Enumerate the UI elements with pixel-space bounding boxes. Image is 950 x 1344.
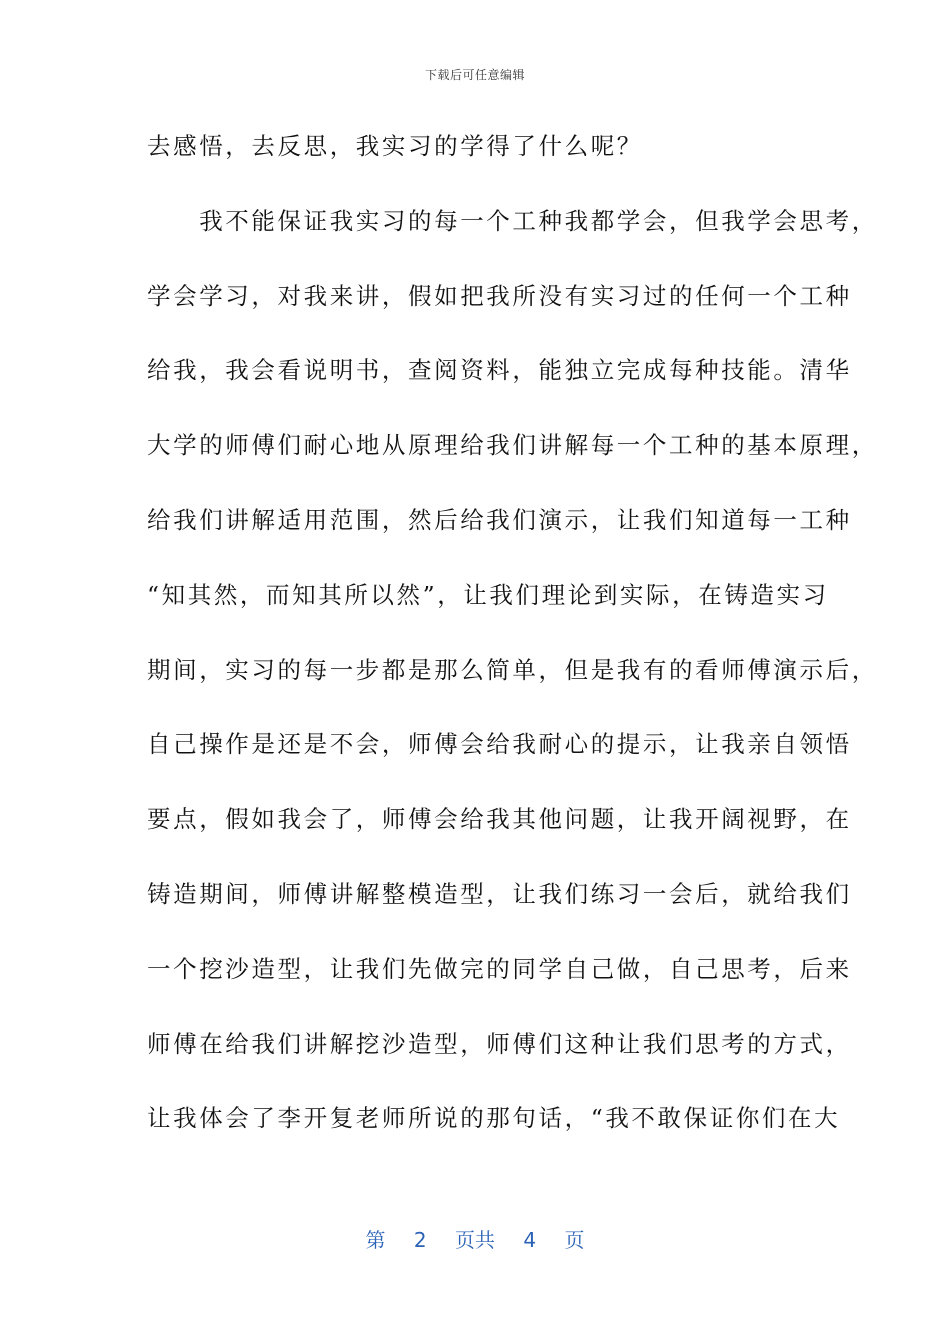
text-line: 期间，实习的每一步都是那么简单，但是我有的看师傅演示后， — [147, 655, 878, 684]
text-line: 自己操作是还是不会，师傅会给我耐心的提示，让我亲自领悟 — [147, 730, 852, 759]
text-line: 一个挖沙造型，让我们先做完的同学自己做，自己思考，后来 — [147, 954, 852, 983]
text-line: 给我，我会看说明书，查阅资料，能独立完成每种技能。清华 — [147, 356, 852, 385]
document-body — [147, 124, 878, 1171]
text-line: 给我们讲解适用范围，然后给我们演示，让我们知道每一工种 — [147, 505, 852, 534]
page-label-prefix: 第 — [365, 1228, 386, 1252]
text-line: 我不能保证我实习的每一个工种我都学会，但我学会思考， — [147, 206, 878, 235]
text-line: 铸造期间，师傅讲解整模造型，让我们练习一会后，就给我们 — [147, 879, 852, 908]
text-line: 去感悟，去反思，我实习的学得了什么呢？ — [147, 132, 643, 160]
text-line: 大学的师傅们耐心地从原理给我们讲解每一个工种的基本原理， — [147, 431, 878, 460]
header-note: 下载后可任意编辑 — [424, 68, 525, 82]
text-line: 让我体会了李开复老师所说的那句话，“我不敢保证你们在大 — [147, 1104, 841, 1133]
current-page-number: 2 — [413, 1228, 427, 1252]
text-line: “知其然，而知其所以然”，让我们理论到实际，在铸造实习 — [147, 580, 829, 609]
total-pages-number: 4 — [523, 1228, 537, 1252]
text-line: 学会学习，对我来讲，假如把我所没有实习过的任何一个工种 — [147, 281, 852, 310]
page-label-suffix: 页 — [564, 1228, 585, 1252]
text-line: 要点，假如我会了，师傅会给我其他问题，让我开阔视野，在 — [147, 805, 852, 834]
text-line: 师傅在给我们讲解挖沙造型，师傅们这种让我们思考的方式， — [147, 1029, 852, 1058]
page-footer — [0, 1224, 950, 1253]
page-label-middle: 页共 — [455, 1228, 495, 1252]
